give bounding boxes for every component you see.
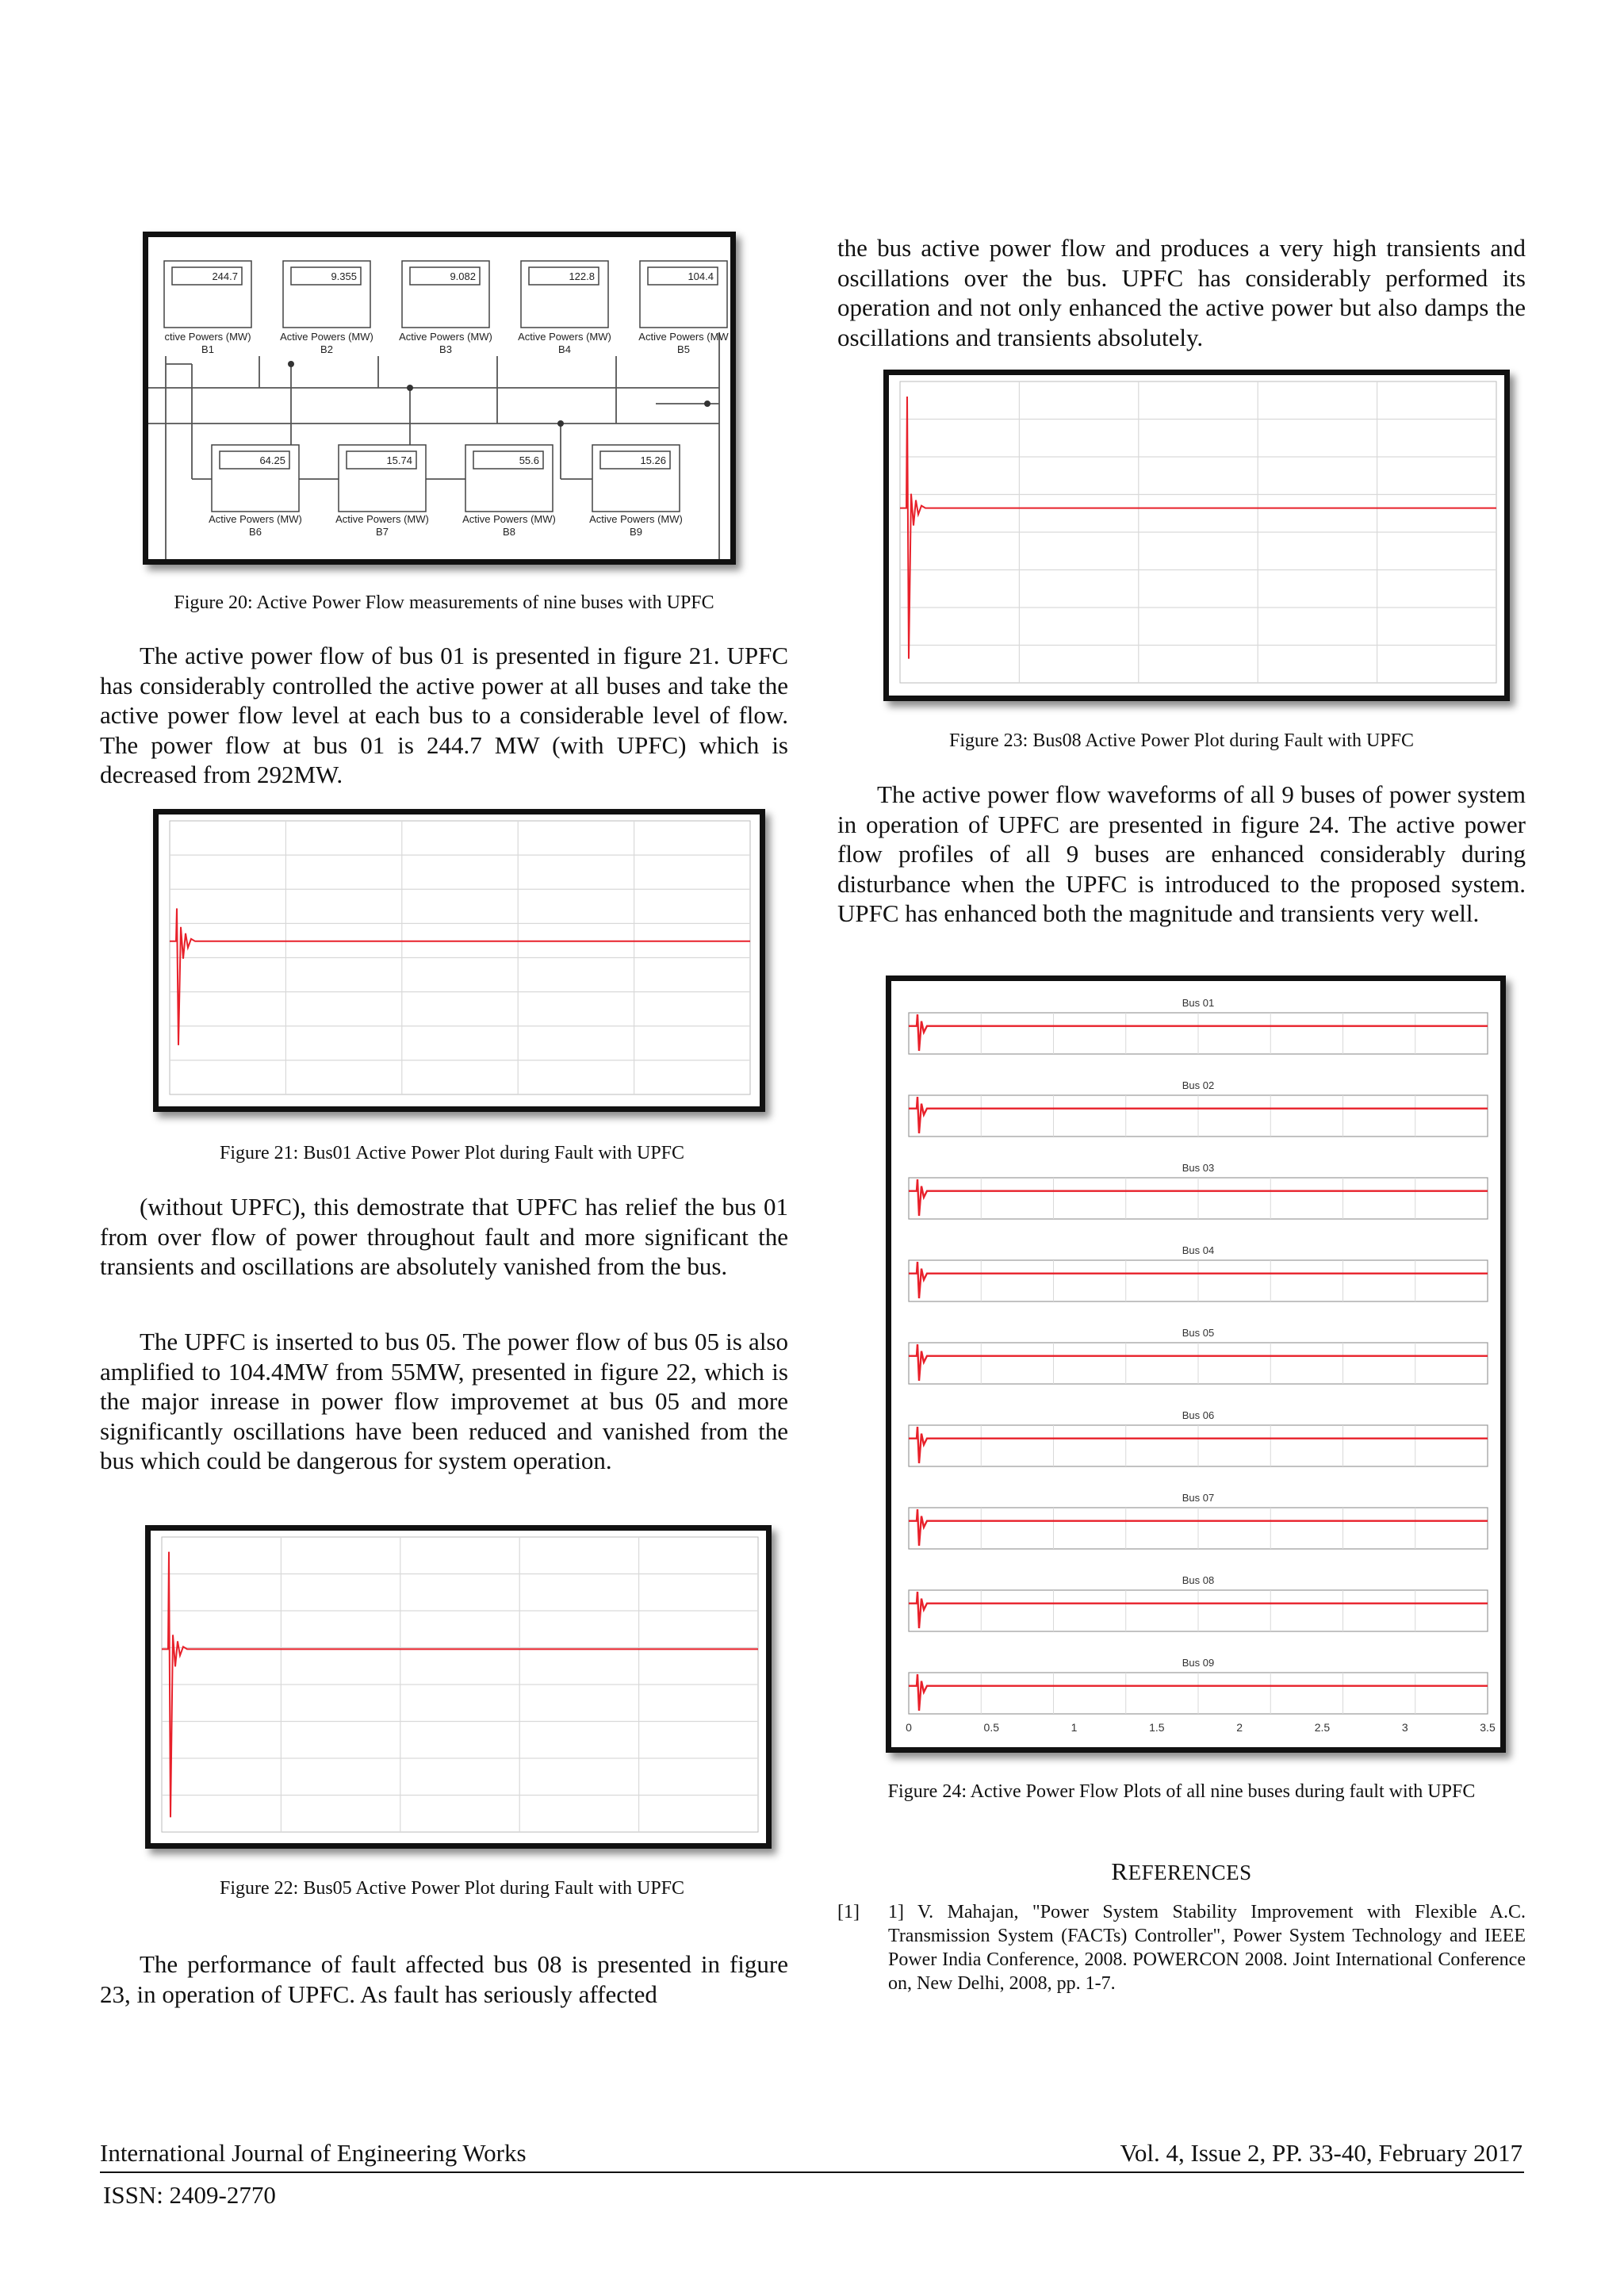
figure-22-plot: [151, 1531, 766, 1843]
x-tick-label: 2.5: [1314, 1721, 1331, 1734]
left-para-1: The active power flow of bus 01 is presented in figure 21. UPFC has considerably controlled the active power at all buses and take the active power flow level at each bus to a considerable level of flow. The power flow at bus 01 is 244.7 MW (with UPFC) which is decreased from 292MW.: [100, 642, 788, 788]
block-b3-value: 9.082: [450, 270, 476, 282]
block-b4-label: Active Powers (MW): [518, 331, 611, 343]
block-b5-bus: B5: [677, 343, 690, 355]
figure-24-caption: Figure 24: Active Power Flow Plots of all nine buses during fault with UPFC: [887, 1781, 1476, 1802]
block-b8-bus: B8: [503, 526, 515, 538]
display-block-b6: [209, 445, 302, 538]
block-b2-label: Active Powers (MW): [280, 331, 373, 343]
display-block-b9: [589, 445, 683, 538]
block-b9-label: Active Powers (MW): [589, 513, 683, 525]
x-tick-label: 2: [1236, 1721, 1243, 1734]
panel-title: Bus 01: [1182, 997, 1215, 1009]
block-b2-bus: B2: [320, 343, 333, 355]
references-heading-initial: R: [1111, 1857, 1128, 1885]
left-para-2: (without UPFC), this demostrate that UPFC has relief the bus 01 from over flow of power throughout fault and more significant the transients and oscillations are absolutely vanished from the bus.: [100, 1193, 788, 1280]
figure-20-image: [143, 232, 736, 565]
figure-22-image: [145, 1525, 772, 1849]
block-b9-value: 15.26: [640, 454, 666, 466]
panel-title: Bus 03: [1182, 1162, 1215, 1174]
block-b1-bus: B1: [201, 343, 214, 355]
panel-title: Bus 06: [1182, 1409, 1215, 1421]
figure-23-caption: Figure 23: Bus08 Active Power Plot during Fault with UPFC: [948, 730, 1415, 751]
figure-23-plot: [889, 375, 1504, 696]
panel-title: Bus 08: [1182, 1574, 1215, 1586]
display-block-b3: [399, 261, 492, 355]
panel-title: Bus 09: [1182, 1657, 1215, 1669]
figure-20-caption: Figure 20: Active Power Flow measurements of nine buses with UPFC: [174, 592, 714, 613]
references-heading: [837, 1857, 1526, 1886]
figure-21-caption: Figure 21: Bus01 Active Power Plot during Fault with UPFC: [219, 1143, 685, 1163]
block-b7-value: 15.74: [386, 454, 412, 466]
x-tick-label: 3: [1401, 1721, 1408, 1734]
display-block-b1: [164, 261, 251, 355]
display-block-b7: [335, 445, 429, 538]
reference-item: [837, 1900, 1526, 2003]
block-b3-bus: B3: [439, 343, 452, 355]
block-b2-value: 9.355: [331, 270, 357, 282]
block-b5-label: Active Powers (MW: [638, 331, 729, 343]
block-b3-label: Active Powers (MW): [399, 331, 492, 343]
figure-22-caption: Figure 22: Bus05 Active Power Plot during Fault with UPFC: [219, 1878, 685, 1899]
block-b6-value: 64.25: [259, 454, 285, 466]
block-b5-value: 104.4: [688, 270, 714, 282]
x-tick-label: 1: [1071, 1721, 1078, 1734]
right-para-2: The active power flow waveforms of all 9 buses of power system in operation of UPFC are presented in figure 24. The active power flow profiles of all 9 buses are enhanced considerably during disturbance when the UPFC is introduced to the proposed system. UPFC has enhanced both the magnitude and transients very well.: [837, 780, 1526, 927]
panel-title: Bus 07: [1182, 1492, 1215, 1504]
display-block-b4: [518, 261, 611, 355]
block-b7-bus: B7: [376, 526, 389, 538]
block-b6-label: Active Powers (MW): [209, 513, 302, 525]
figure-24-plot: [891, 981, 1500, 1747]
left-para-4: The performance of fault affected bus 08 is presented in figure 23, in operation of UPFC. As fault has seriously affected: [100, 1950, 788, 2008]
reference-number: [1]: [837, 1902, 860, 1922]
x-tick-label: 0.5: [983, 1721, 1000, 1734]
figure-21-image: [153, 809, 765, 1112]
block-b4-bus: B4: [558, 343, 571, 355]
figure-20-diagram: [148, 237, 730, 559]
block-b8-label: Active Powers (MW): [462, 513, 556, 525]
fig20-top-row: [164, 261, 729, 355]
block-b7-label: Active Powers (MW): [335, 513, 429, 525]
block-b6-bus: B6: [249, 526, 262, 538]
reference-text: 1] V. Mahajan, "Power System Stability Improvement with Flexible A.C. Transmission System (FACTs) Controller", Power System Technology and IEEE Power India Conference, 2008. POWERCON 2008. Joint International Conference on, New Delhi, 2008, pp. 1-7.: [888, 1902, 1526, 1994]
figure-24-image: [886, 976, 1506, 1753]
x-tick-label: 0: [906, 1721, 912, 1734]
block-b4-value: 122.8: [569, 270, 595, 282]
panel-title: Bus 05: [1182, 1327, 1215, 1339]
fig20-bottom-row: [209, 445, 683, 538]
x-tick-label: 3.5: [1480, 1721, 1496, 1734]
left-para-3: The UPFC is inserted to bus 05. The power flow of bus 05 is also amplified to 104.4MW from 55MW, presented in figure 22, which is the major inrease in power flow improvemet at bus 05 and more significantly oscillations have been reduced and vanished from the bus which could be dangerous for system operation.: [100, 1328, 788, 1474]
x-tick-label: 1.5: [1149, 1721, 1165, 1734]
display-block-b8: [462, 445, 556, 538]
block-b8-value: 55.6: [519, 454, 539, 466]
footer-issn: ISSN: 2409-2770: [103, 2181, 276, 2209]
display-block-b2: [280, 261, 373, 355]
panel-title: Bus 02: [1182, 1079, 1215, 1091]
figure-21-plot: [159, 815, 760, 1106]
figure-23-image: [883, 370, 1510, 701]
panel-title: Bus 04: [1182, 1244, 1215, 1256]
footer-volume: Vol. 4, Issue 2, PP. 33-40, February 2017: [1120, 2139, 1522, 2167]
footer-rule: [100, 2171, 1524, 2173]
block-b1-value: 244.7: [212, 270, 238, 282]
display-block-b5: [638, 261, 729, 355]
block-b1-label: ctive Powers (MW): [164, 331, 251, 343]
references-heading-rest: EFERENCES: [1128, 1861, 1252, 1884]
block-b9-bus: B9: [630, 526, 642, 538]
footer-journal: International Journal of Engineering Works: [100, 2139, 527, 2167]
right-para-1: the bus active power flow and produces a very high transients and oscillations over the bus. UPFC has considerably performed its operation and not only enhanced the active power but also damps the oscillations and transients absolutely.: [837, 234, 1526, 351]
